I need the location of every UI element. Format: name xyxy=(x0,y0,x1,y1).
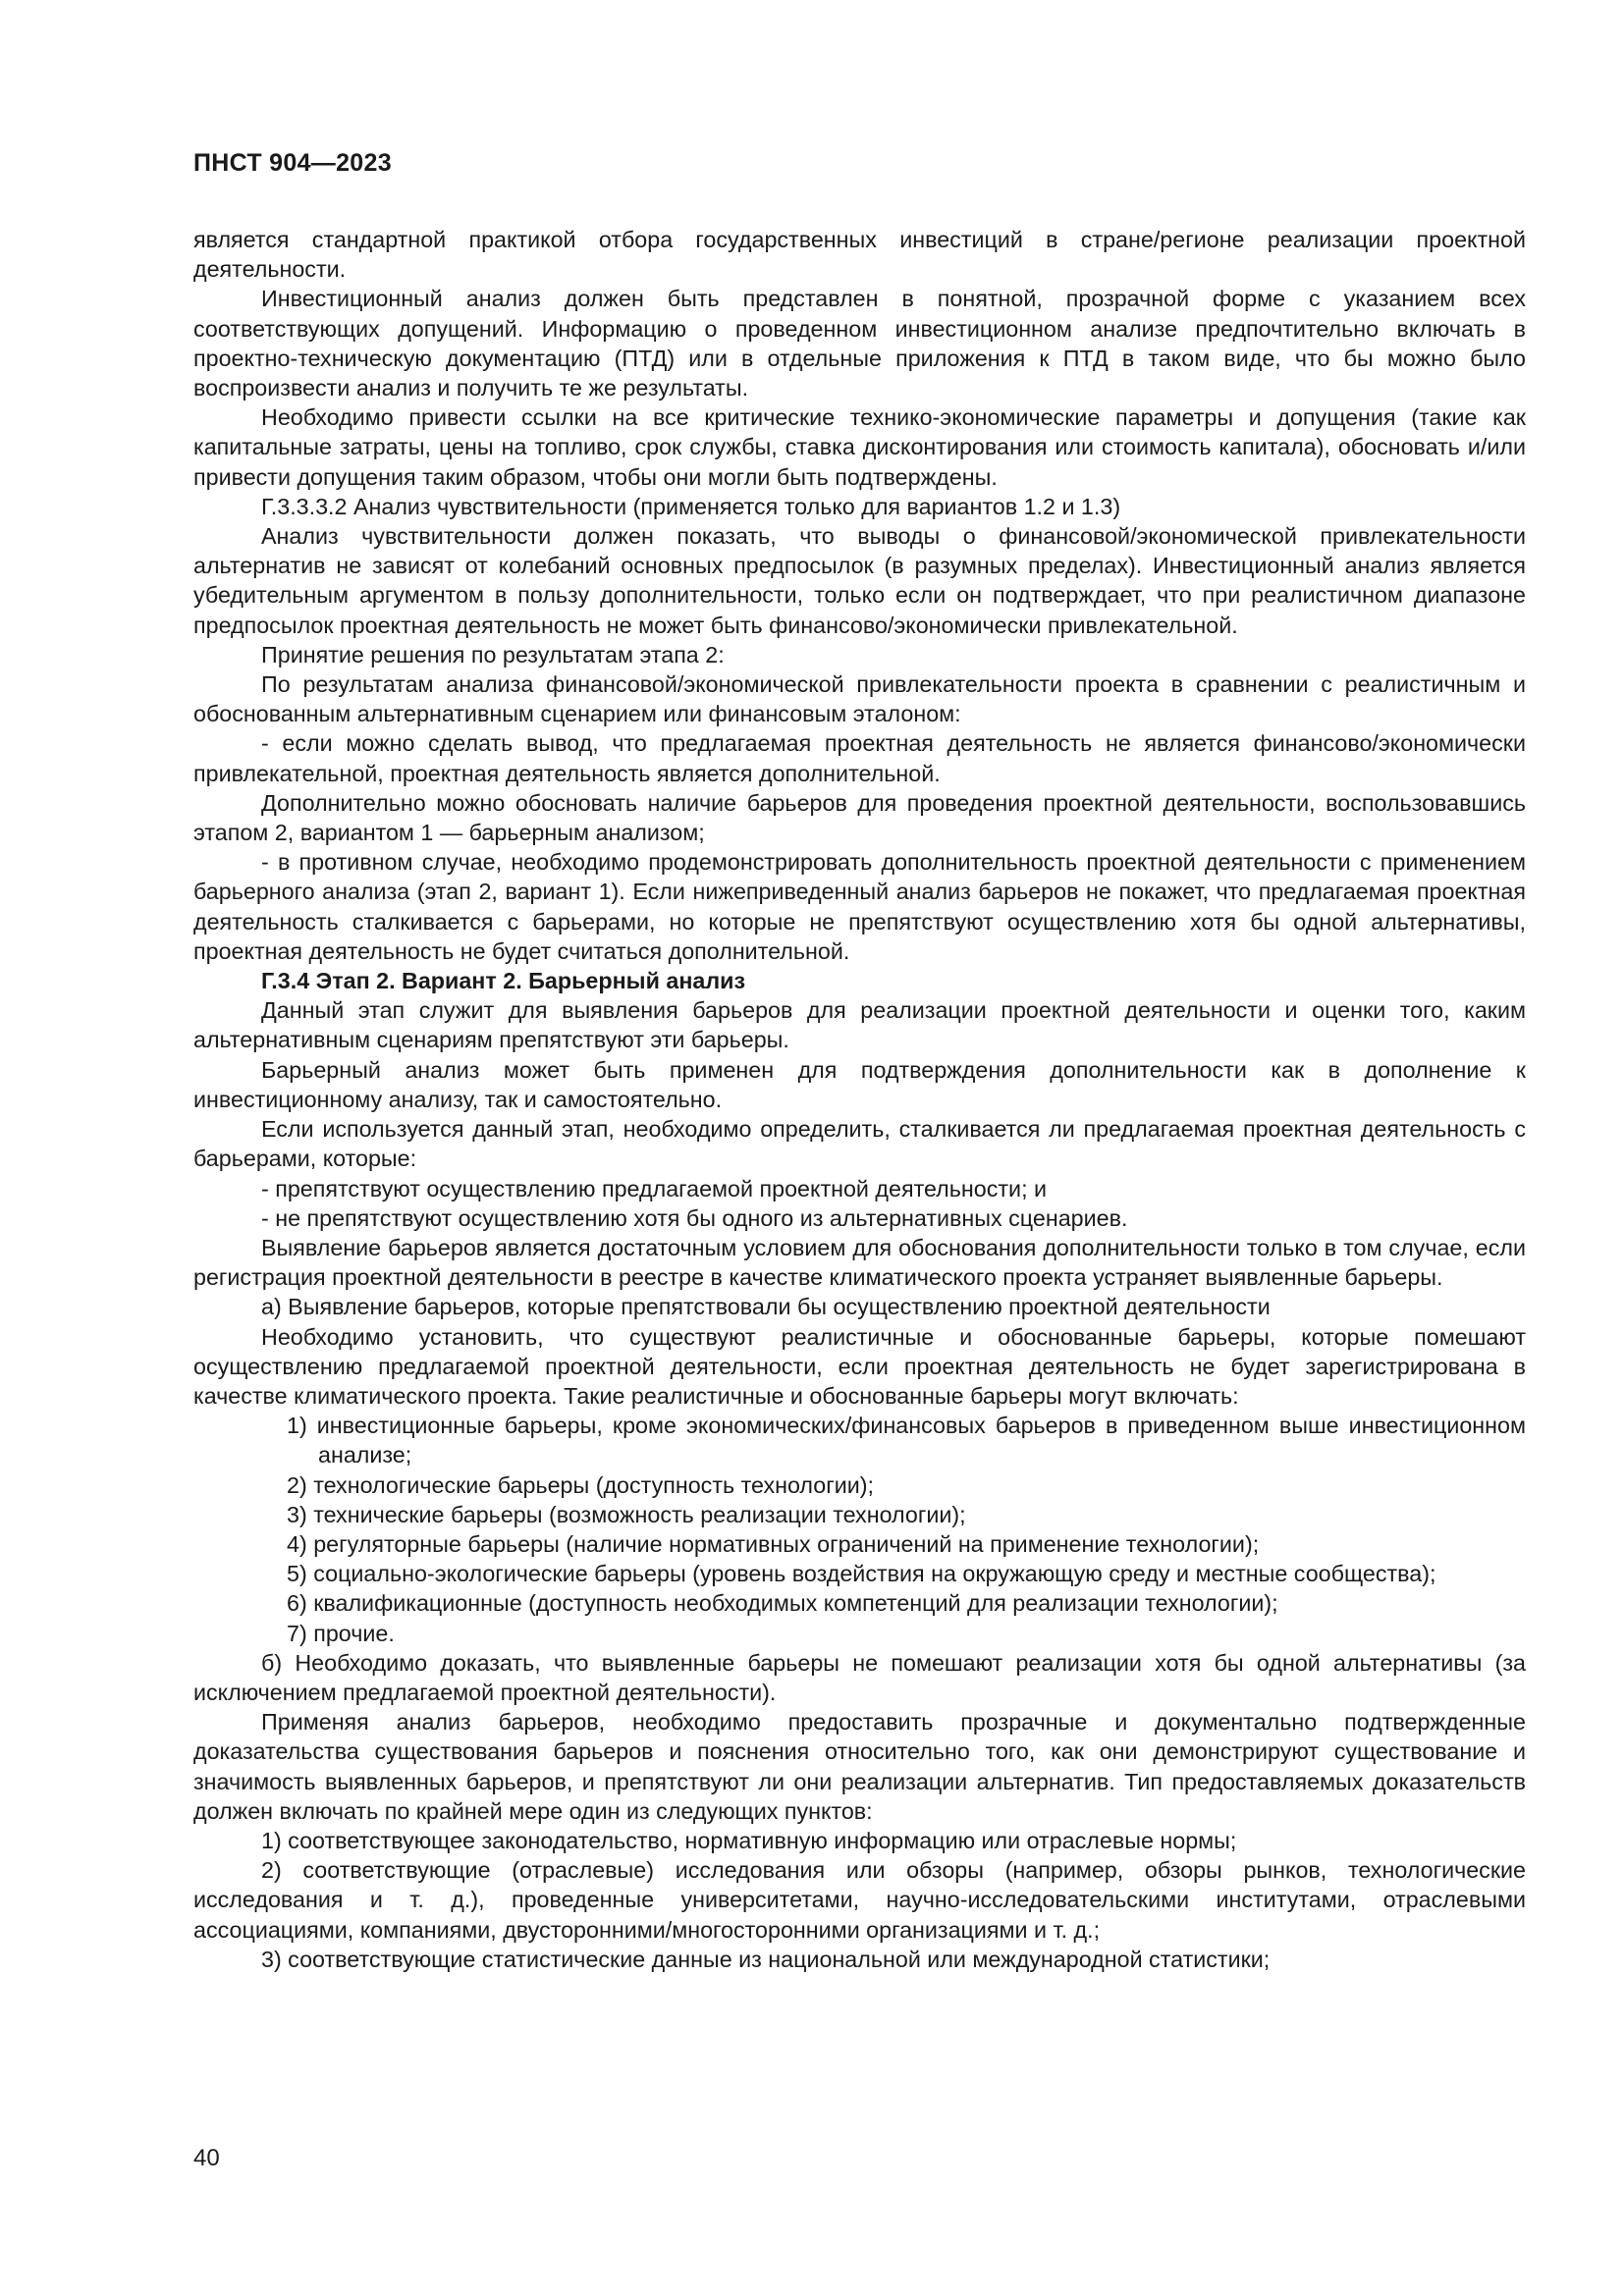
section-heading: Г.3.4 Этап 2. Вариант 2. Барьерный анализ xyxy=(261,968,746,994)
list-item-text: квалификационные (доступность необходимых компетенций для реализации технологии); xyxy=(313,1590,1278,1617)
list-item-text: технологические барьеры (доступность технологии); xyxy=(313,1471,874,1498)
list-item xyxy=(193,1411,1526,1469)
paragraph: По результатам анализа финансовой/экономической привлекательности проекта в сравнении с реалистичным и обоснованным альтернативным сценарием или финансовым эталоном: xyxy=(193,671,1526,727)
paragraph: - если можно сделать вывод, что предлагаемая проектная деятельность не является финансово/экономически привлекательной, проектная деятельность является дополнительной. xyxy=(193,730,1526,786)
paragraph: Принятие решения по результатам этапа 2: xyxy=(261,641,725,667)
list-item-number: 6) xyxy=(287,1590,307,1617)
paragraph: 3) соответствующие статистические данные из национальной или международной статистики; xyxy=(261,1946,1271,1972)
list-item-number: 5) xyxy=(287,1561,307,1587)
barrier-list xyxy=(193,1411,1526,1648)
subsection-heading: Г.3.3.3.2 Анализ чувствительности (применяется только для вариантов 1.2 и 1.3) xyxy=(261,493,1121,519)
paragraph: является стандартной практикой отбора государственных инвестиций в стране/регионе реализации проектной деятельности. xyxy=(193,227,1526,283)
list-item xyxy=(193,1588,1526,1618)
list-item xyxy=(193,1470,1526,1500)
paragraph: Анализ чувствительности должен показать, что выводы о финансовой/экономической привлекательности альтернатив не зависят от колебаний основных предпосылок (в разумных пределах). Инвестиционный анализ является убедительным аргументом в пользу дополнительности, только если он подтверждает, что при реалистичном диапазоне предпосылок проектная деятельность не может быть финансово/экономически привлекательной. xyxy=(193,523,1526,638)
list-item xyxy=(193,1500,1526,1529)
list-item xyxy=(193,1619,1526,1648)
list-item-text: инвестиционные барьеры, кроме экономических/финансовых барьеров в приведенном выше инвестиционном анализе; xyxy=(316,1413,1526,1468)
paragraph: - препятствуют осуществлению предлагаемой проектной деятельности; и xyxy=(261,1175,1048,1201)
paragraph: Данный этап служит для выявления барьеров для реализации проектной деятельности и оценки того, каким альтернативным сценариям препятствуют эти барьеры. xyxy=(193,997,1526,1053)
paragraph: Применяя анализ барьеров, необходимо предоставить прозрачные и документально подтвержденные доказательства существования барьеров и пояснения относительно того, как они демонстрируют существование и значимость выявленных барьеров, и препятствуют ли они реализации альтернатив. Тип предоставляемых доказательств должен включать по крайней мере один из следующих пунктов: xyxy=(193,1709,1526,1824)
paragraph: Необходимо привести ссылки на все критические технико-экономические параметры и допущения (такие как капитальные затраты, цены на топливо, срок службы, ставка дисконтирования или стоимость капитала), обосновать и/или привести допущения таким образом, чтобы они могли быть подтверждены. xyxy=(193,404,1526,490)
paragraph: Выявление барьеров является достаточным условием для обоснования дополнительности только в том случае, если регистрация проектной деятельности в реестре в качестве климатического проекта устраняет выявленные барьеры. xyxy=(193,1234,1526,1291)
paragraph: а) Выявление барьеров, которые препятствовали бы осуществлению проектной деятельности xyxy=(261,1294,1271,1320)
paragraph: Барьерный анализ может быть применен для подтверждения дополнительности как в дополнение к инвестиционному анализу, так и самостоятельно. xyxy=(193,1056,1526,1112)
paragraph: Дополнительно можно обосновать наличие барьеров для проведения проектной деятельности, воспользовавшись этапом 2, вариантом 1 — барьерным анализом; xyxy=(193,789,1526,846)
page-number: 40 xyxy=(193,2145,220,2171)
list-item-text: технические барьеры (возможность реализации технологии); xyxy=(313,1501,966,1527)
paragraph: - не препятствуют осуществлению хотя бы одного из альтернативных сценариев. xyxy=(261,1204,1128,1231)
list-item-number: 7) xyxy=(287,1620,307,1646)
list-item xyxy=(193,1529,1526,1559)
paragraph: 2) соответствующие (отраслевые) исследования или обзоры (например, обзоры рынков, технологические исследования и т. д.), проведенные университетами, научно-исследовательскими институтами, отраслевыми ассоциациями, компаниями, двусторонними/многосторонними организациями и т. д.; xyxy=(193,1857,1526,1943)
paragraph: - в противном случае, необходимо продемонстрировать дополнительность проектной деятельности с применением барьерного анализа (этап 2, вариант 1). Если нижеприведенный анализ барьеров не покажет, что предлагаемая проектная деятельность сталкивается с барьерами, но которые не препятствуют осуществлению хотя бы одной альтернативы, проектная деятельность не будет считаться дополнительной. xyxy=(193,849,1526,964)
paragraph: 1) соответствующее законодательство, нормативную информацию или отраслевые нормы; xyxy=(261,1827,1237,1853)
list-item-number: 2) xyxy=(287,1471,307,1498)
list-item-number: 1) xyxy=(287,1413,307,1439)
document-body xyxy=(193,225,1526,1974)
list-item-text: регуляторные барьеры (наличие нормативных ограничений на применение технологии); xyxy=(313,1530,1260,1557)
list-item xyxy=(193,1559,1526,1588)
list-item-text: социально-экологические барьеры (уровень воздействия на окружающую среду и местные сообщества); xyxy=(313,1561,1436,1587)
document-header-code: ПНСТ 904—2023 xyxy=(193,149,392,177)
paragraph: Инвестиционный анализ должен быть представлен в понятной, прозрачной форме с указанием всех соответствующих допущений. Информацию о проведенном инвестиционном анализе предпочтительно включать в проектно-техническую документацию (ПТД) или в отдельные приложения к ПТД в таком виде, что бы можно было воспроизвести анализ и получить те же результаты. xyxy=(193,286,1526,401)
list-item-number: 4) xyxy=(287,1530,307,1557)
list-item-number: 3) xyxy=(287,1501,307,1527)
paragraph: Если используется данный этап, необходимо определить, сталкивается ли предлагаемая проектная деятельность с барьерами, которые: xyxy=(193,1116,1526,1172)
paragraph: Необходимо установить, что существуют реалистичные и обоснованные барьеры, которые помешают осуществлению предлагаемой проектной деятельности, если проектная деятельность не будет зарегистрирована в качестве климатического проекта. Такие реалистичные и обоснованные барьеры могут включать: xyxy=(193,1323,1526,1409)
list-item-text: прочие. xyxy=(313,1620,395,1646)
paragraph: б) Необходимо доказать, что выявленные барьеры не помешают реализации хотя бы одной альтернативы (за исключением предлагаемой проектной деятельности). xyxy=(193,1649,1526,1705)
